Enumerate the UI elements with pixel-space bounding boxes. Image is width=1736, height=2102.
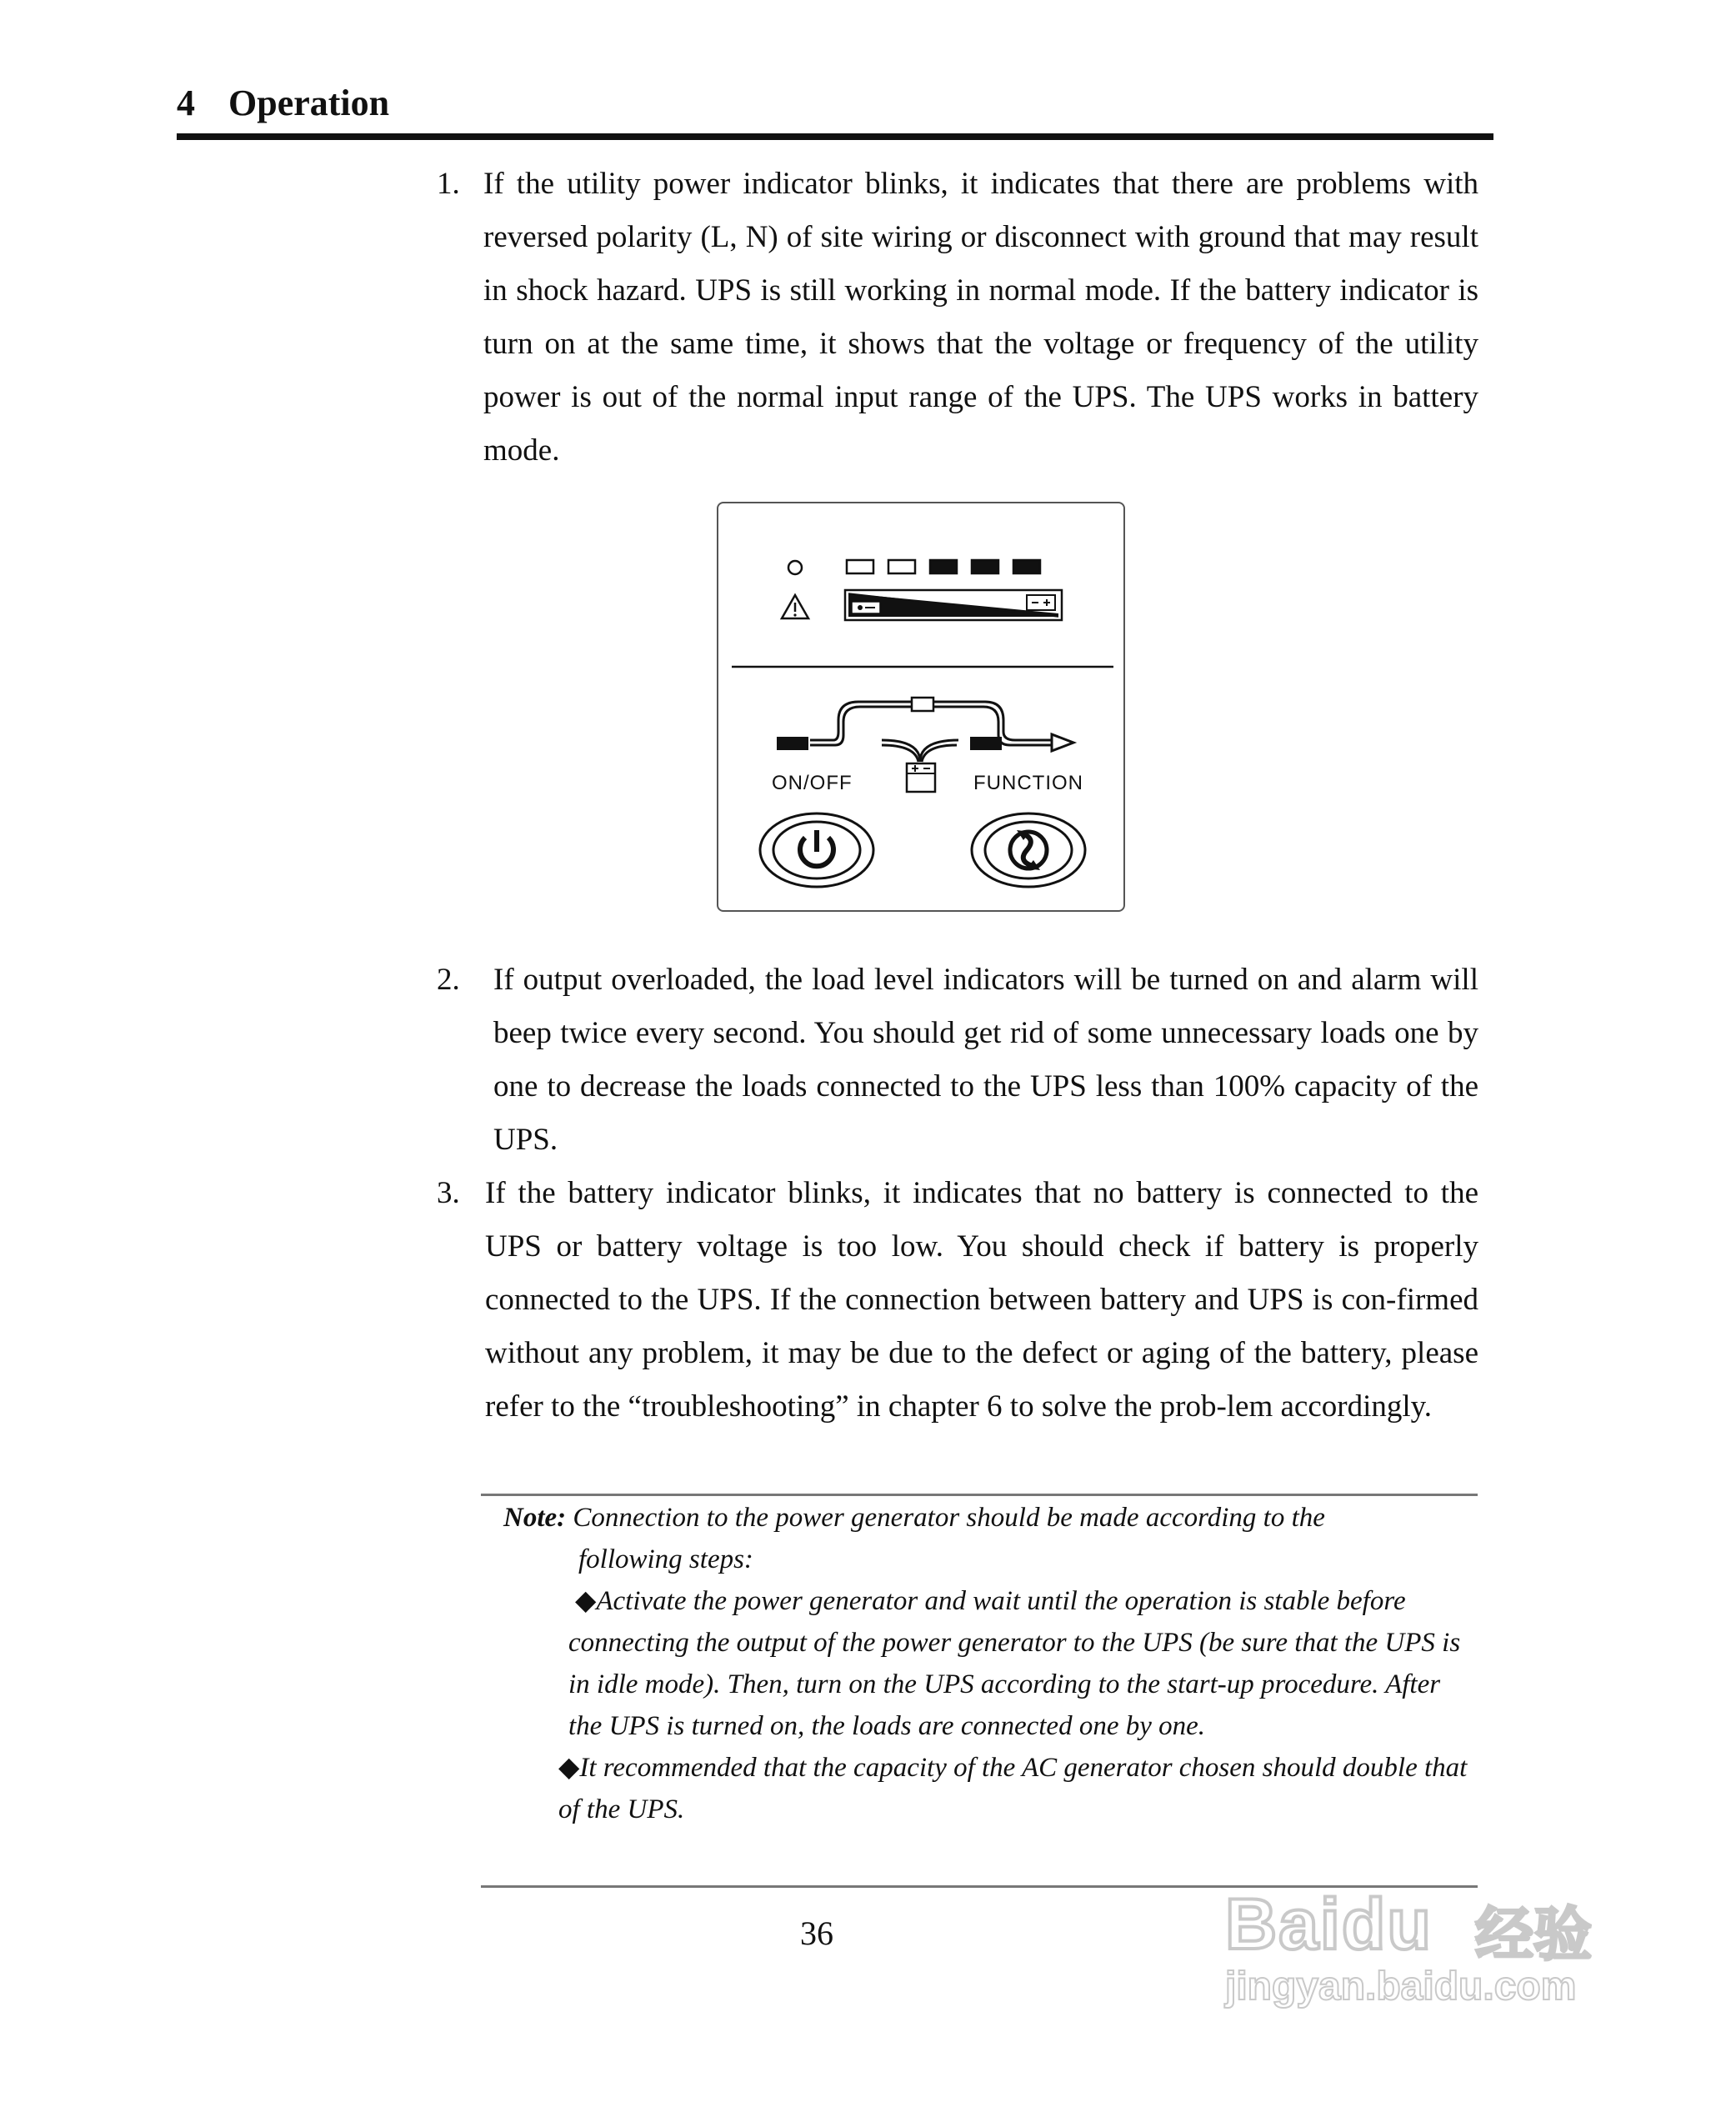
- baidu-watermark-chinese: 经验: [1475, 1902, 1592, 1967]
- baidu-watermark-url: jingyan.baidu.com: [1225, 1964, 1577, 2009]
- level-indicators: [847, 560, 1040, 573]
- level-indicator: [1013, 560, 1040, 573]
- page-number: 36: [800, 1914, 833, 1952]
- function-cycle-icon: [1010, 830, 1047, 870]
- note-intro-line2: following steps:: [578, 1544, 753, 1574]
- on-off-label: ON/OFF: [772, 772, 853, 794]
- list-item-text: If output overloaded, the load level indicators will be turned on and alarm will beep twice every second. You should get rid of some unnecessary loads one by one to decrease the loads connected to the UPS less than 100% capacity of the UPS.: [493, 963, 1478, 1157]
- utility-power-indicator: [788, 561, 802, 574]
- output-arrow: [1052, 734, 1073, 751]
- list-item-text: If the utility power indicator blinks, it indicates that there are problems with reversed polarity (L, N) of site wiring or disconnect with ground that may result in shock hazard. UPS is still working in normal mode. If the battery indicator is turn on at the same time, it shows that the voltage or frequency of the utility power is out of the normal input range of the UPS. The UPS works in battery mode.: [483, 167, 1478, 468]
- note-bullet-1: ◆Activate the power generator and wait until the operation is stable before connecting the output of the power generator to the UPS (be sure that the UPS is in idle mode). Then, turn on the UPS according to the start-up procedure. After the UPS is turned on, the loads are connected one by one.: [568, 1586, 1461, 1741]
- level-indicator: [930, 560, 957, 573]
- chapter-heading: [177, 82, 389, 124]
- output-indicator: [970, 737, 1002, 750]
- list-item-number: 1.: [437, 167, 460, 201]
- function-label: FUNCTION: [973, 772, 1083, 794]
- header-rule: [177, 133, 1493, 140]
- ups-panel-drawing: [718, 503, 1127, 913]
- list-item-text: If the battery indicator blinks, it indicates that no battery is connected to the UPS or battery voltage is too low. You should check if battery is properly connected to the UPS. If the connection between battery and UPS is con-firmed without any problem, it may be due to the defect or aging of the battery, please refer to the “troubleshooting” in chapter 6 to solve the prob-lem accordingly.: [485, 1176, 1478, 1424]
- note-box: [503, 1497, 1470, 1830]
- power-icon: [800, 830, 833, 866]
- input-indicator: [777, 737, 808, 750]
- chapter-title: Operation: [228, 83, 390, 123]
- note-separator: :: [557, 1503, 567, 1533]
- battery-icon: [1027, 595, 1055, 610]
- level-indicator: [888, 560, 915, 573]
- bypass-indicator: [912, 698, 933, 711]
- warning-icon: [782, 595, 808, 618]
- list-item-2: [437, 953, 1478, 1170]
- ups-front-panel-figure: [717, 502, 1125, 912]
- level-indicator: [847, 560, 873, 573]
- list-item-1: [437, 158, 1478, 491]
- note-intro-line1: Connection to the power generator should be made according to the: [573, 1503, 1325, 1533]
- chapter-number: 4: [177, 83, 195, 123]
- note-bullet-2: ◆It recommended that the capacity of the AC generator chosen should double that of the UPS.: [558, 1753, 1468, 1824]
- on-off-button[interactable]: [760, 813, 873, 887]
- note-top-rule: [481, 1494, 1478, 1496]
- battery-mode-icon: [907, 763, 935, 792]
- function-button[interactable]: [972, 813, 1085, 887]
- level-indicator: [972, 560, 998, 573]
- list-item-number: 3.: [437, 1176, 460, 1210]
- note-label: Note: [503, 1503, 558, 1533]
- baidu-watermark-brand: Baidu: [1225, 1884, 1433, 1964]
- list-item-3: [437, 1167, 1478, 1492]
- load-icon: [852, 602, 880, 613]
- list-item-number: 2.: [437, 963, 460, 997]
